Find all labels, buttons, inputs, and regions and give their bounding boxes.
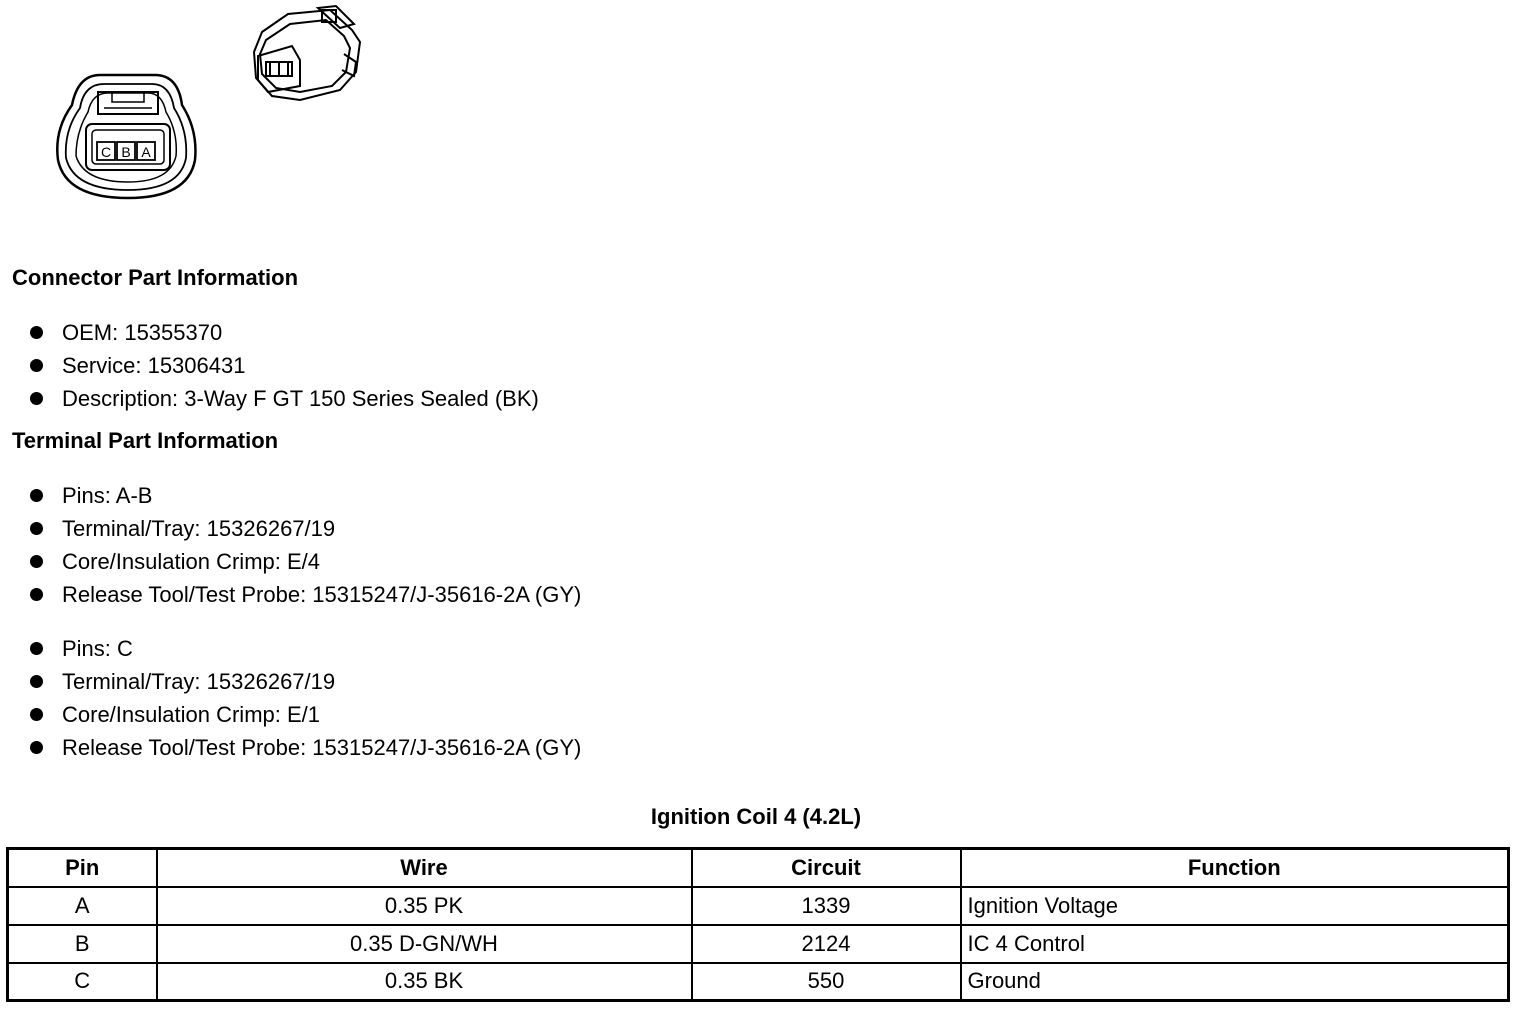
table-header-row (8, 849, 1509, 887)
circuit-cell: 2124 (692, 925, 961, 963)
wire-cell: 0.35 PK (157, 887, 692, 925)
column-header-function: Function (961, 849, 1509, 887)
bullet-icon (30, 642, 43, 655)
cavity-label-a: A (141, 144, 151, 160)
column-header-wire: Wire (157, 849, 692, 887)
service-part-number: Service: 15306431 (62, 353, 246, 378)
bullet-icon (30, 555, 43, 568)
pins-value: Pins: A-B (62, 483, 153, 508)
bullet-icon (30, 675, 43, 688)
cavity-label-b: B (121, 144, 131, 160)
terminal-tray-value: Terminal/Tray: 15326267/19 (62, 669, 336, 694)
bullet-icon (30, 522, 43, 535)
pin-cell: C (8, 963, 157, 1001)
wire-cell: 0.35 BK (157, 963, 692, 1001)
terminal-info-list-pin-c (30, 632, 581, 764)
pin-cell: B (8, 925, 157, 963)
list-item (30, 665, 581, 698)
crimp-value: Core/Insulation Crimp: E/1 (62, 702, 320, 727)
bullet-icon (30, 489, 43, 502)
connector-illustration (0, 0, 400, 220)
list-item (30, 512, 581, 545)
list-item (30, 578, 581, 611)
bullet-icon (30, 741, 43, 754)
bullet-icon (30, 326, 43, 339)
column-header-circuit: Circuit (692, 849, 961, 887)
circuit-cell: 550 (692, 963, 961, 1001)
oem-part-number: OEM: 15355370 (62, 320, 223, 345)
release-tool-value: Release Tool/Test Probe: 15315247/J-35616-2A (GY) (62, 735, 582, 760)
connector-info-heading: Connector Part Information (12, 265, 299, 290)
wire-cell: 0.35 D-GN/WH (157, 925, 692, 963)
bullet-icon (30, 392, 43, 405)
function-cell: Ground (961, 963, 1509, 1001)
connector-isometric-view (254, 6, 360, 100)
release-tool-value: Release Tool/Test Probe: 15315247/J-35616-2A (GY) (62, 582, 582, 607)
bullet-icon (30, 708, 43, 721)
circuit-cell: 1339 (692, 887, 961, 925)
list-item (30, 632, 581, 665)
connector-face-diagram (0, 0, 400, 220)
function-cell: Ignition Voltage (961, 887, 1509, 925)
list-item (30, 479, 581, 512)
cavity-label-c: C (100, 144, 112, 160)
list-item (30, 698, 581, 731)
pin-table (6, 847, 1510, 1002)
table-row (8, 963, 1509, 1001)
crimp-value: Core/Insulation Crimp: E/4 (62, 549, 320, 574)
function-cell: IC 4 Control (961, 925, 1509, 963)
table-title: Ignition Coil 4 (4.2L) (650, 804, 862, 829)
bullet-icon (30, 359, 43, 372)
list-item (30, 731, 581, 764)
list-item (30, 382, 539, 415)
pins-value: Pins: C (62, 636, 133, 661)
table-row (8, 887, 1509, 925)
bullet-icon (30, 588, 43, 601)
connector-description: Description: 3-Way F GT 150 Series Sealed (BK) (62, 386, 539, 411)
terminal-info-heading: Terminal Part Information (12, 428, 279, 453)
terminal-info-list-pins-a-b (30, 479, 581, 611)
connector-info-list (30, 316, 539, 415)
list-item (30, 316, 539, 349)
list-item (30, 349, 539, 382)
list-item (30, 545, 581, 578)
column-header-pin: Pin (8, 849, 157, 887)
pin-cell: A (8, 887, 157, 925)
table-row (8, 925, 1509, 963)
terminal-tray-value: Terminal/Tray: 15326267/19 (62, 516, 336, 541)
